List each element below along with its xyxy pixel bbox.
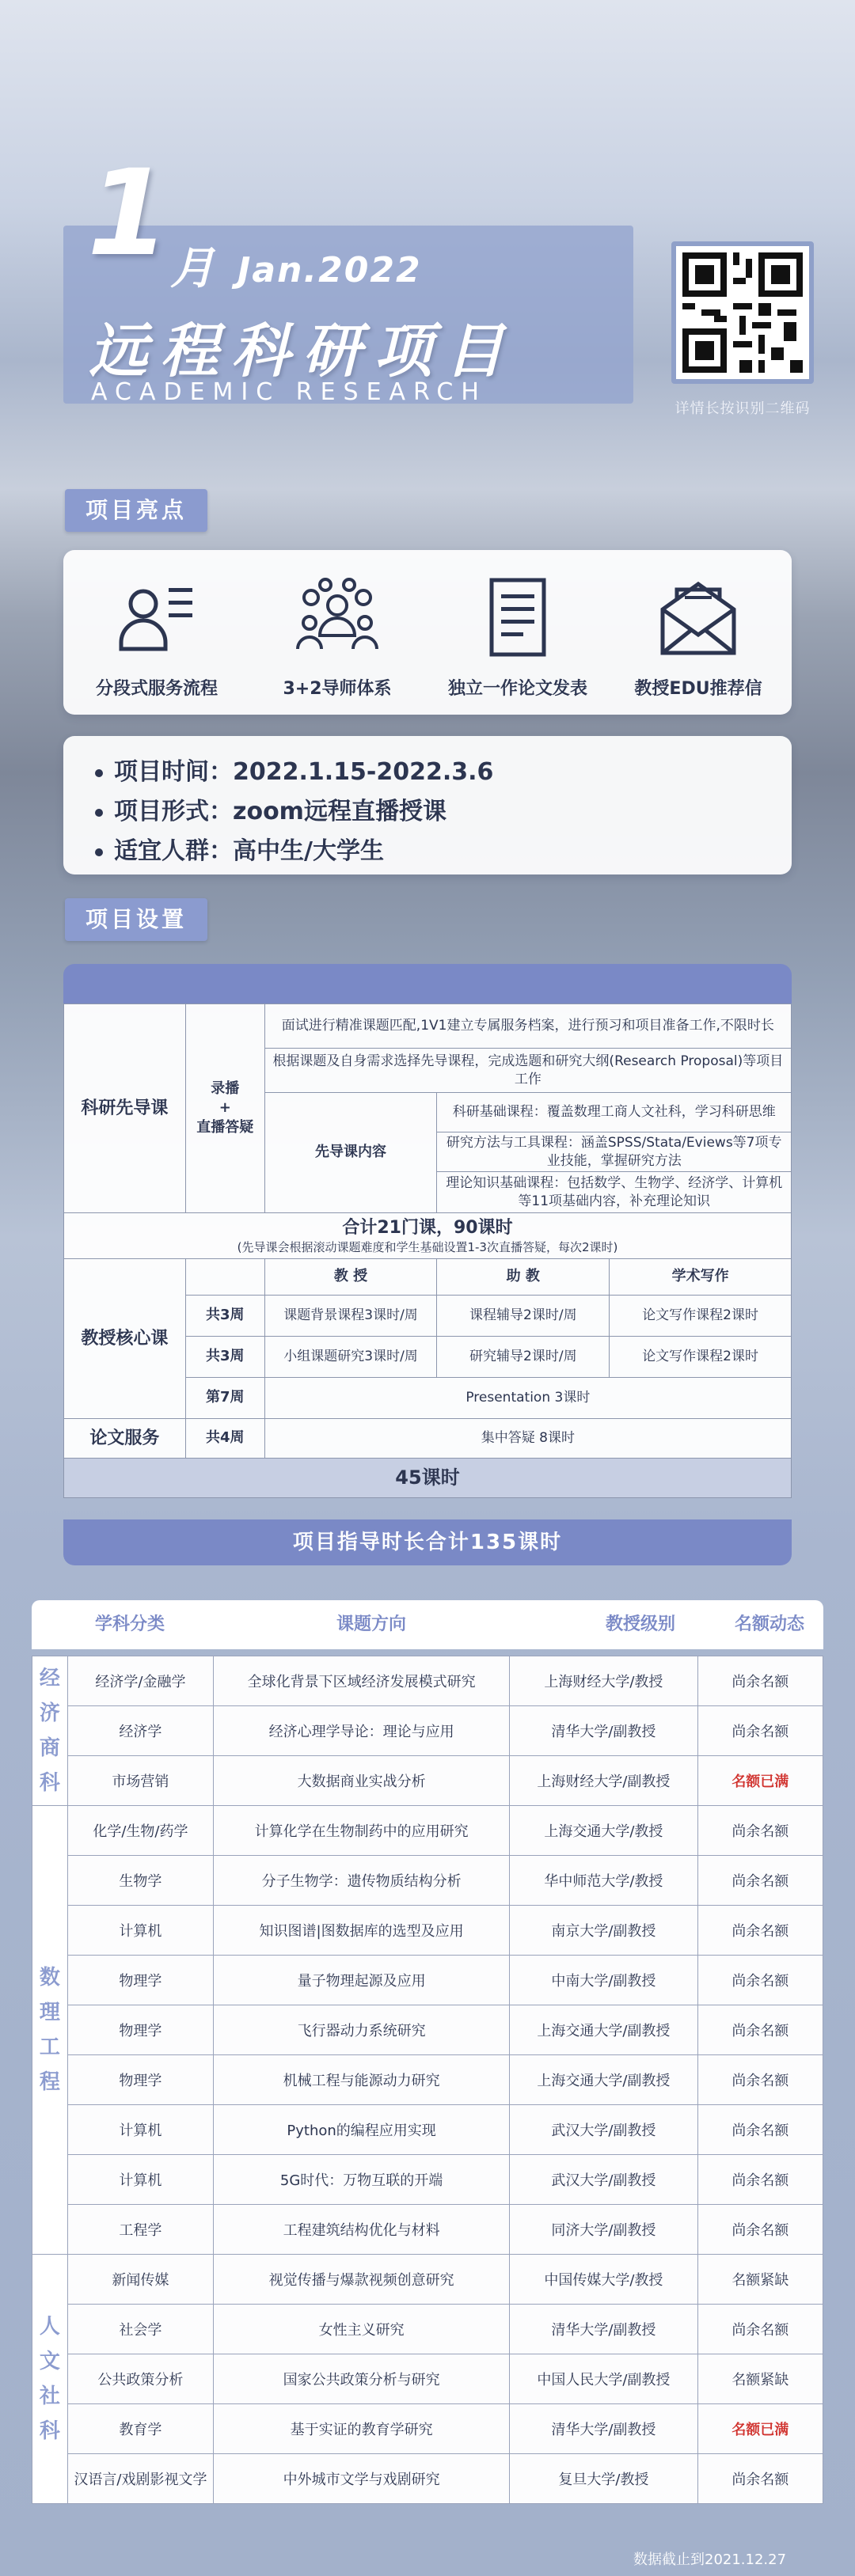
paper-label: 论文服务 [64, 1419, 186, 1459]
table-row [64, 1259, 792, 1296]
info-card [63, 736, 792, 874]
topic-cell: 分子生物学：遗传物质结构分析 [213, 1856, 509, 1906]
core-total: 45课时 [64, 1459, 792, 1498]
level-cell: 上海交通大学/教授 [510, 1806, 697, 1856]
header-subject: 学科分类 [95, 1614, 165, 1634]
schedule-table-top [63, 964, 792, 1003]
page-subtitle: ACADEMIC RESEARCH [91, 378, 487, 406]
topic-cell: 飞行器动力系统研究 [213, 2005, 509, 2055]
table-row [64, 1459, 792, 1498]
level-cell: 清华大学/副教授 [510, 2305, 697, 2354]
info-time: 项目时间：2022.1.15-2022.3.6 [95, 752, 493, 787]
topic-cell: 知识图谱|图数据库的选型及应用 [213, 1906, 509, 1956]
qr-caption: 详情长按识别二维码 [674, 400, 811, 417]
month-number: 1 [87, 145, 170, 283]
level-cell: 中国人民大学/副教授 [510, 2354, 697, 2404]
topic-cell: Python的编程应用实现 [213, 2105, 509, 2155]
status-cell: 尚余名额 [697, 1656, 823, 1706]
subject-cell: 市场营销 [67, 1756, 213, 1806]
subject-cell: 计算机 [67, 1906, 213, 1956]
table-row [32, 1706, 823, 1756]
status-cell: 尚余名额 [697, 2305, 823, 2354]
topic-cell: 国家公共政策分析与研究 [213, 2354, 509, 2404]
table-row [32, 1856, 823, 1906]
table-row [32, 2005, 823, 2055]
subject-cell: 物理学 [67, 2005, 213, 2055]
ta-cell: 课程辅导2课时/周 [437, 1296, 610, 1337]
status-cell: 名额紧缺 [697, 2354, 823, 2404]
subject-cell: 经济学/金融学 [67, 1656, 213, 1706]
user-list-icon [113, 574, 200, 661]
status-cell: 尚余名额 [697, 1956, 823, 2005]
status-cell: 名额已满 [697, 2404, 823, 2454]
subject-cell: 公共政策分析 [67, 2354, 213, 2404]
pre-content-label: 先导课内容 [264, 1093, 437, 1213]
schedule-table-wrap [63, 1003, 792, 1498]
header-level: 教授级别 [606, 1614, 676, 1634]
level-cell: 华中师范大学/教授 [510, 1856, 697, 1906]
header-topic: 课题方向 [336, 1614, 407, 1634]
highlights-tag: 项目亮点 [65, 489, 207, 532]
status-cell: 尚余名额 [697, 2005, 823, 2055]
empty-cell [185, 1259, 264, 1296]
subject-cell: 物理学 [67, 1956, 213, 2005]
ta-cell: 研究辅导2课时/周 [437, 1337, 610, 1378]
status-cell: 尚余名额 [697, 2055, 823, 2105]
topic-cell: 全球化背景下区域经济发展模式研究 [213, 1656, 509, 1706]
feature-label: 3+2导师体系 [283, 679, 392, 699]
table-row [32, 2055, 823, 2105]
table-row [32, 1756, 823, 1806]
level-cell: 同济大学/副教授 [510, 2205, 697, 2255]
status-cell: 尚余名额 [697, 1856, 823, 1906]
level-cell: 中南大学/副教授 [510, 1956, 697, 2005]
course-table [32, 1656, 823, 2504]
paper-weeks: 共4周 [185, 1419, 264, 1459]
col-ta: 助 教 [437, 1259, 610, 1296]
paper-content: 集中答疑 8课时 [264, 1419, 791, 1459]
status-cell: 尚余名额 [697, 1706, 823, 1756]
pre-row-2: 根据课题及自身需求选择先导课程，完成选题和研究大纲(Research Proposal)等项目工作 [264, 1049, 791, 1093]
mentor-group-icon [294, 574, 381, 661]
topic-cell: 量子物理起源及应用 [213, 1956, 509, 2005]
col-prof: 教 授 [264, 1259, 437, 1296]
feature-letter [611, 574, 785, 700]
level-cell: 武汉大学/副教授 [510, 2105, 697, 2155]
month-char: 月 [170, 243, 215, 294]
status-cell: 尚余名额 [697, 2105, 823, 2155]
feature-paper [431, 574, 605, 700]
status-cell: 尚余名额 [697, 2454, 823, 2504]
week-cell: 共3周 [185, 1296, 264, 1337]
prof-cell: 课题背景课程3课时/周 [264, 1296, 437, 1337]
subject-cell: 生物学 [67, 1856, 213, 1906]
table-row [32, 2354, 823, 2404]
pre-note: (先导课会根据滚动课题难度和学生基础设置1-3次直播答疑，每次2课时) [237, 1240, 618, 1255]
prof-cell: 小组课题研究3课时/周 [264, 1337, 437, 1378]
level-cell: 清华大学/副教授 [510, 1706, 697, 1756]
table-row [32, 2155, 823, 2205]
subject-cell: 工程学 [67, 2205, 213, 2255]
feature-label: 分段式服务流程 [95, 679, 218, 699]
pre-total-cell [64, 1213, 792, 1259]
table-row [32, 2404, 823, 2454]
pre-row-1: 面试进行精准课题匹配,1V1建立专属服务档案，进行预习和项目准备工作,不限时长 [264, 1004, 791, 1049]
page-title: 远程科研项目 [89, 317, 516, 385]
pre-row-3: 科研基础课程：覆盖数理工商人文社科，学习科研思维 [437, 1093, 792, 1132]
table-row [32, 2305, 823, 2354]
table-row [64, 1004, 792, 1049]
category-cell: 数 理 工 程 [32, 1806, 68, 2255]
core-label: 教授核心课 [64, 1259, 186, 1419]
table-row [32, 1656, 823, 1706]
status-cell: 名额紧缺 [697, 2255, 823, 2305]
subject-cell: 物理学 [67, 2055, 213, 2105]
level-cell: 上海交通大学/副教授 [510, 2055, 697, 2105]
subject-cell: 计算机 [67, 2155, 213, 2205]
qr-code-icon [676, 246, 809, 379]
table-row [32, 1906, 823, 1956]
pre-total: 合计21门课，90课时 [342, 1217, 513, 1238]
status-cell: 尚余名额 [697, 2205, 823, 2255]
topic-cell: 视觉传播与爆款视频创意研究 [213, 2255, 509, 2305]
table-row [64, 1419, 792, 1459]
table-row [64, 1213, 792, 1259]
table-row [32, 2255, 823, 2305]
month-en: Jan.2022 [238, 250, 422, 290]
schedule-table [63, 1003, 792, 1498]
pre-row-4: 研究方法与工具课程：涵盖SPSS/Stata/Eviews等7项专业技能，掌握研究方法 [437, 1132, 792, 1172]
level-cell: 中国传媒大学/教授 [510, 2255, 697, 2305]
topic-cell: 5G时代：万物互联的开端 [213, 2155, 509, 2205]
subject-cell: 经济学 [67, 1706, 213, 1756]
col-writing: 学术写作 [610, 1259, 792, 1296]
grand-total: 项目指导时长合计135课时 [63, 1519, 792, 1565]
qr-code[interactable] [671, 241, 814, 384]
table-row [32, 2105, 823, 2155]
schedule-tag: 项目设置 [65, 898, 207, 941]
level-cell: 上海交通大学/副教授 [510, 2005, 697, 2055]
topic-cell: 经济心理学导论：理论与应用 [213, 1706, 509, 1756]
table-row [32, 1806, 823, 1856]
data-deadline: 数据截止到2021.12.27 [633, 2551, 787, 2568]
category-cell: 经 济 商 科 [32, 1656, 68, 1806]
writing-cell: 论文写作课程2课时 [610, 1296, 792, 1337]
subject-cell: 计算机 [67, 2105, 213, 2155]
status-cell: 尚余名额 [697, 1806, 823, 1856]
status-cell: 尚余名额 [697, 1906, 823, 1956]
topic-cell: 大数据商业实战分析 [213, 1756, 509, 1806]
level-cell: 清华大学/副教授 [510, 2404, 697, 2454]
table-row [32, 2454, 823, 2504]
subject-cell: 化学/生物/药学 [67, 1806, 213, 1856]
level-cell: 南京大学/副教授 [510, 1906, 697, 1956]
subject-cell: 新闻传媒 [67, 2255, 213, 2305]
level-cell: 武汉大学/副教授 [510, 2155, 697, 2205]
table-row [32, 2205, 823, 2255]
topic-cell: 机械工程与能源动力研究 [213, 2055, 509, 2105]
topic-cell: 计算化学在生物制药中的应用研究 [213, 1806, 509, 1856]
table-row [32, 1956, 823, 2005]
category-cell: 人 文 社 科 [32, 2255, 68, 2504]
features-card [63, 550, 792, 715]
subject-cell: 汉语言/戏剧影视文学 [67, 2454, 213, 2504]
subject-cell: 社会学 [67, 2305, 213, 2354]
level-cell: 上海财经大学/副教授 [510, 1756, 697, 1806]
presentation-cell: Presentation 3课时 [264, 1378, 791, 1419]
topic-cell: 中外城市文学与戏剧研究 [213, 2454, 509, 2504]
feature-label: 独立一作论文发表 [447, 679, 587, 699]
subject-cell: 教育学 [67, 2404, 213, 2454]
header-status: 名额动态 [735, 1614, 805, 1634]
info-format: 项目形式：zoom远程直播授课 [95, 791, 446, 826]
level-cell: 复旦大学/教授 [510, 2454, 697, 2504]
status-cell: 名额已满 [697, 1756, 823, 1806]
feature-service-flow [70, 574, 244, 700]
level-cell: 上海财经大学/教授 [510, 1656, 697, 1706]
topic-cell: 工程建筑结构优化与材料 [213, 2205, 509, 2255]
course-table-wrap [32, 1656, 823, 2504]
pre-course-label: 科研先导课 [64, 1004, 186, 1213]
week-cell: 第7周 [185, 1378, 264, 1419]
topic-cell: 基于实证的教育学研究 [213, 2404, 509, 2454]
writing-cell: 论文写作课程2课时 [610, 1337, 792, 1378]
recorded-label: 录播 + 直播答疑 [185, 1004, 264, 1213]
envelope-icon [655, 574, 742, 661]
feature-mentors [250, 574, 424, 700]
week-cell: 共3周 [185, 1337, 264, 1378]
document-icon [474, 574, 561, 661]
course-table-header [32, 1600, 823, 1649]
feature-label: 教授EDU推荐信 [634, 679, 762, 699]
topic-cell: 女性主义研究 [213, 2305, 509, 2354]
info-audience: 适宜人群：高中生/大学生 [95, 831, 384, 866]
status-cell: 尚余名额 [697, 2155, 823, 2205]
pre-row-5: 理论知识基础课程：包括数学、生物学、经济学、计算机等11项基础内容，补充理论知识 [437, 1172, 792, 1213]
